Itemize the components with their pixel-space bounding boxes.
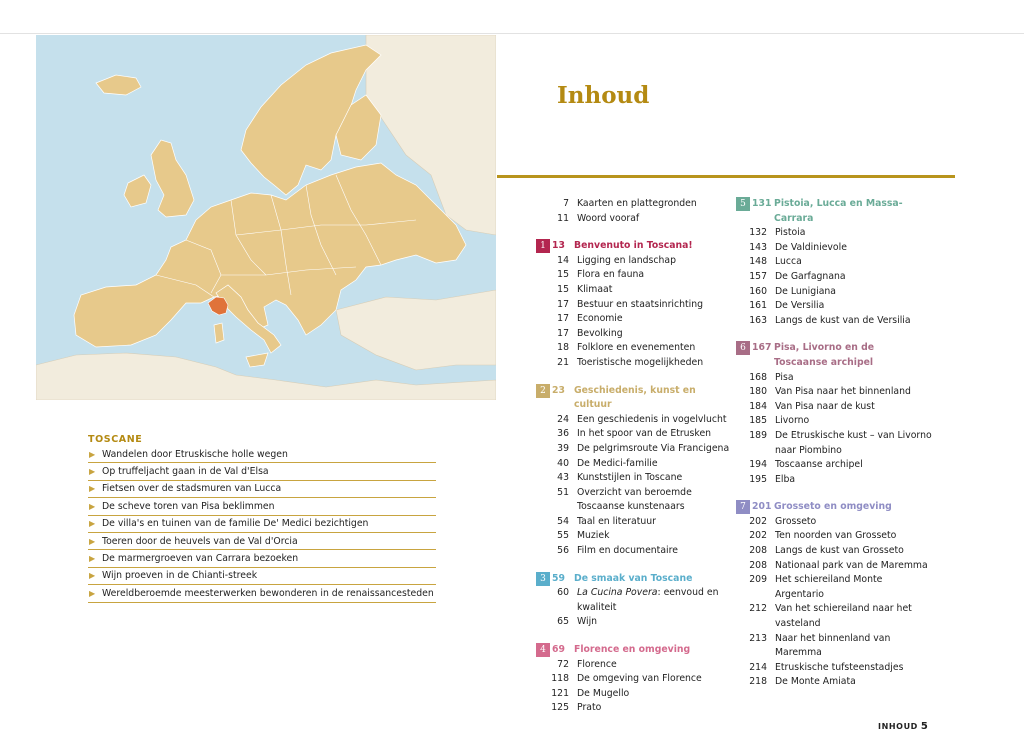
- toc-entry[interactable]: 208 Nationaal park van de Maremma: [749, 559, 928, 571]
- chapter-heading-3[interactable]: 3 59 De smaak van Toscane: [536, 572, 736, 587]
- toc-entry[interactable]: 161 De Versilia: [749, 300, 825, 312]
- triangle-bullet-icon: ▶: [89, 536, 96, 546]
- toc-entry[interactable]: 39 De pelgrimsroute Via Francigena: [557, 442, 730, 454]
- toc-entry[interactable]: 17 Economie: [557, 313, 623, 325]
- toc-entry[interactable]: 213 Naar het binnenland van Maremma: [749, 632, 891, 659]
- page-top-line: [0, 33, 1024, 34]
- toc-entry[interactable]: 21 Toeristische mogelijkheden: [557, 356, 704, 368]
- toc-entry[interactable]: 209 Het schiereiland Monte Argentario: [749, 574, 883, 600]
- toc-entry[interactable]: 51 Overzicht van beroemde Toscaanse kunstenaars: [557, 486, 692, 513]
- toc-entry[interactable]: 132 Pistoia: [749, 227, 806, 239]
- toc-entry[interactable]: 202 Ten noorden van Grosseto: [749, 530, 897, 542]
- toc-column-right: [736, 197, 936, 690]
- title-rule: [497, 175, 955, 178]
- highlight-item: ▶ Op truffeljacht gaan in de Val d'Elsa: [88, 463, 436, 480]
- chapter-heading-6[interactable]: 6 167 Pisa, Livorno en de Toscaanse archipel: [736, 341, 936, 370]
- toc-entry[interactable]: 36 In het spoor van de Etrusken: [557, 428, 712, 440]
- page-title: Inhoud: [557, 82, 650, 109]
- toc-entry[interactable]: 15 Klimaat: [557, 283, 613, 295]
- toc-entry[interactable]: 14 Ligging en landschap: [557, 254, 676, 266]
- chapter-heading-2[interactable]: 2 23 Geschiedenis, kunst en cultuur: [536, 384, 736, 413]
- toc-entry[interactable]: 72 Florence: [557, 658, 617, 670]
- map-sardinia: [214, 323, 224, 343]
- highlight-item: ▶ Wijn proeven in de Chianti-streek: [88, 568, 436, 585]
- toc-entry[interactable]: 168 Pisa: [749, 371, 794, 383]
- toc-entry[interactable]: 17 Bestuur en staatsinrichting: [557, 298, 703, 310]
- highlight-item: ▶ De marmergroeven van Carrara bezoeken: [88, 550, 436, 567]
- toc-entry[interactable]: 214 Etruskische tufsteenstadjes: [749, 661, 904, 673]
- chapter-badge: 1: [536, 239, 550, 253]
- europe-map: [36, 35, 496, 400]
- triangle-bullet-icon: ▶: [89, 501, 96, 511]
- page-number: 5: [920, 721, 929, 732]
- toc-entry[interactable]: 60 La Cucina Povera: eenvoud en kwaliteit: [557, 587, 719, 613]
- chapter-badge: 4: [536, 643, 550, 657]
- chapter-badge: 2: [536, 384, 550, 398]
- toc-entry[interactable]: 118 De omgeving van Florence: [551, 673, 702, 685]
- toc-entry[interactable]: 65 Wijn: [557, 616, 598, 628]
- toc-entry[interactable]: 11 Woord vooraf: [557, 212, 640, 224]
- toc-column-left: [536, 197, 736, 716]
- triangle-bullet-icon: ▶: [89, 467, 96, 477]
- triangle-bullet-icon: ▶: [89, 449, 96, 459]
- chapter-badge: 3: [536, 572, 550, 586]
- highlights-box: [88, 434, 436, 603]
- toc-entry[interactable]: 218 De Monte Amiata: [749, 676, 856, 688]
- chapter-badge: 5: [736, 197, 750, 211]
- chapter-badge: 7: [736, 500, 750, 514]
- toc-entry[interactable]: 43 Kunststijlen in Toscane: [557, 472, 683, 484]
- footer-label: INHOUD: [878, 722, 918, 731]
- triangle-bullet-icon: ▶: [89, 519, 96, 529]
- toc-entry[interactable]: 194 Toscaanse archipel: [749, 459, 863, 471]
- toc-entry[interactable]: 40 De Medici-familie: [557, 457, 658, 469]
- toc-entry[interactable]: 7 Kaarten en plattegronden: [563, 198, 697, 209]
- toc-entry[interactable]: 56 Film en documentaire: [557, 545, 678, 557]
- triangle-bullet-icon: ▶: [89, 554, 96, 564]
- toc-entry[interactable]: 24 Een geschiedenis in vogelvlucht: [557, 413, 727, 425]
- toc-entry[interactable]: 15 Flora en fauna: [557, 269, 645, 281]
- chapter-heading-4[interactable]: 4 69 Florence en omgeving: [536, 643, 736, 658]
- highlight-item: ▶ Wandelen door Etruskische holle wegen: [88, 446, 436, 463]
- chapter-badge: 6: [736, 341, 750, 355]
- toc-entry[interactable]: 189 De Etruskische kust – van Livorno naar Piombino: [749, 429, 932, 456]
- chapter-heading-7[interactable]: 7 201 Grosseto en omgeving: [736, 500, 936, 515]
- toc-entry[interactable]: 121 De Mugello: [551, 687, 630, 699]
- toc-entry[interactable]: 185 Livorno: [749, 415, 810, 427]
- toc-entry[interactable]: 125 Prato: [551, 702, 602, 714]
- highlights-heading: TOSCANE: [88, 434, 143, 445]
- toc-entry[interactable]: 54 Taal en literatuur: [557, 515, 656, 527]
- toc-entry[interactable]: 160 De Lunigiana: [749, 285, 836, 297]
- toc-entry[interactable]: 202 Grosseto: [749, 515, 817, 527]
- page-footer: [878, 721, 928, 732]
- toc-entry[interactable]: 180 Van Pisa naar het binnenland: [749, 386, 911, 398]
- toc-entry[interactable]: 208 Langs de kust van Grosseto: [749, 545, 904, 557]
- triangle-bullet-icon: ▶: [89, 588, 96, 598]
- toc-entry[interactable]: 143 De Valdinievole: [749, 241, 847, 253]
- highlight-item: ▶ Toeren door de heuvels van de Val d'Orcia: [88, 533, 436, 550]
- toc-entry[interactable]: 195 Elba: [749, 473, 796, 485]
- triangle-bullet-icon: ▶: [89, 484, 96, 494]
- highlight-item: ▶ De scheve toren van Pisa beklimmen: [88, 498, 436, 515]
- highlight-item: ▶ Fietsen over de stadsmuren van Lucca: [88, 481, 436, 498]
- toc-entry[interactable]: 17 Bevolking: [557, 327, 623, 339]
- chapter-heading-5[interactable]: 5 131 Pistoia, Lucca en Massa-Carrara: [736, 197, 936, 226]
- toc-entry[interactable]: 212 Van het schiereiland naar het vasteland: [749, 603, 912, 630]
- toc-entry[interactable]: 18 Folklore en evenementen: [557, 342, 696, 354]
- italic-title: La Cucina Povera: [577, 587, 658, 599]
- toc-entry[interactable]: 163 Langs de kust van de Versilia: [749, 314, 911, 326]
- toc-entry[interactable]: 55 Muziek: [557, 530, 610, 542]
- highlight-item: ▶ Wereldberoemde meesterwerken bewonderen in de renaissancesteden: [88, 585, 436, 602]
- toc-entry[interactable]: 157 De Garfagnana: [749, 270, 846, 282]
- chapter-heading-1[interactable]: 1 13 Benvenuto in Toscana!: [536, 239, 736, 254]
- triangle-bullet-icon: ▶: [89, 571, 96, 581]
- toc-entry[interactable]: 148 Lucca: [749, 256, 802, 268]
- toc-entry[interactable]: 184 Van Pisa naar de kust: [749, 400, 875, 412]
- highlight-item: ▶ De villa's en tuinen van de familie De' Medici bezichtigen: [88, 516, 436, 533]
